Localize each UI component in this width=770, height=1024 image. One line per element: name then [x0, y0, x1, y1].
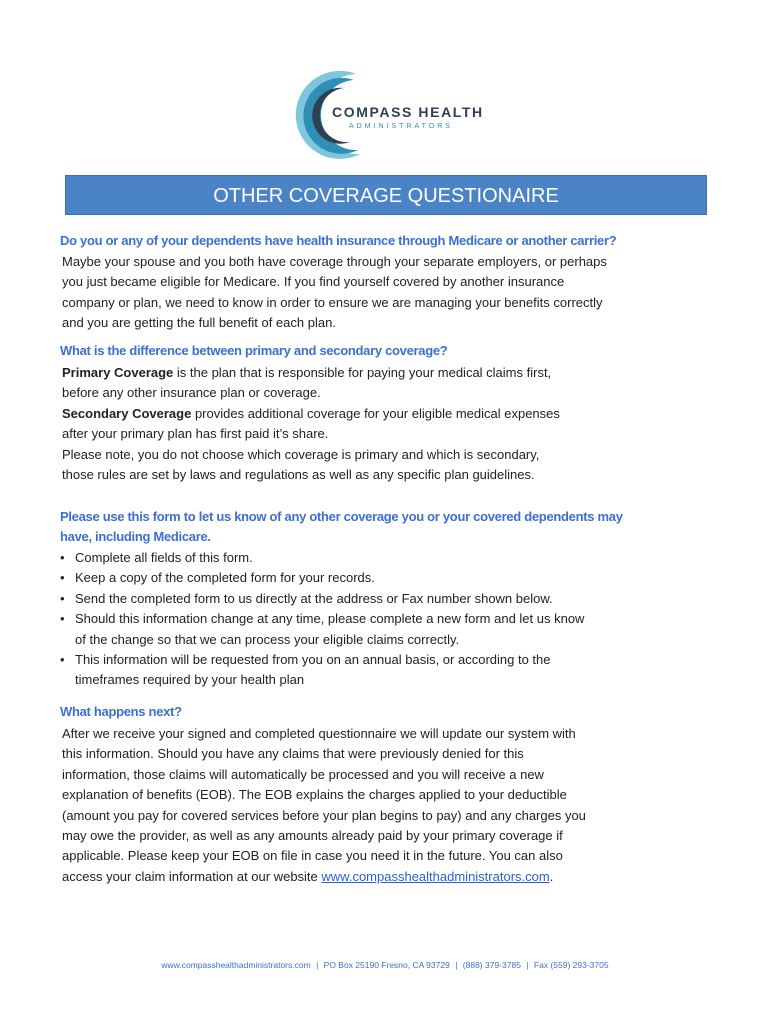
medicare-question-body	[62, 252, 712, 334]
list-item: • Keep a copy of the completed form for your records.	[60, 568, 584, 588]
body-line: and you are getting the full benefit of each plan.	[62, 315, 336, 331]
primary-coverage-line: Primary Coverage is the plan that is responsible for paying your medical claims first,	[62, 365, 552, 380]
body-line: company or plan, we need to know in order to ensure we are managing your benefits correctly	[62, 294, 603, 310]
medicare-question-heading: Do you or any of your dependents have health insurance through Medicare or another carrier?	[60, 233, 617, 248]
form-instructions-list	[60, 548, 584, 691]
footer-separator: |	[316, 960, 319, 970]
body-line: this information. Should you have any claims that were previously denied for this	[62, 746, 524, 762]
coverage-difference-body	[62, 363, 712, 485]
secondary-coverage-line: Secondary Coverage provides additional coverage for your eligible medical expenses	[62, 405, 560, 421]
coverage-difference-heading: What is the difference between primary and secondary coverage?	[60, 343, 448, 358]
form-instructions-heading-line2: have, including Medicare.	[60, 529, 211, 544]
footer-website-link[interactable]: www.compasshealthadministrators.com	[161, 960, 311, 970]
body-line: you just became eligible for Medicare. If you find yourself covered by another insurance	[62, 274, 565, 290]
body-line: Maybe your spouse and you both have coverage through your separate employers, or perhaps	[62, 254, 607, 269]
footer-contact-info	[0, 960, 770, 970]
logo-company-name: COMPASS HEALTH	[332, 104, 484, 120]
website-link[interactable]: www.compasshealthadministrators.com	[321, 868, 550, 884]
body-line: may owe the provider, as well as any amounts already paid by your primary coverage if	[62, 827, 563, 843]
list-item: • Complete all fields of this form.	[60, 548, 584, 568]
footer-separator: |	[526, 960, 529, 970]
next-steps-body	[62, 724, 712, 887]
list-item: • Send the completed form to us directly at the address or Fax number shown below.	[60, 589, 584, 609]
footer-fax: Fax (559) 293-3705	[533, 960, 609, 970]
body-line: (amount you pay for covered services before your plan begins to pay) and any charges you	[62, 807, 586, 823]
list-item: • Should this information change at any time, please complete a new form and let us know of the change so that we can process your eligible claims correctly.	[60, 609, 584, 650]
body-line: applicable. Please keep your EOB on file in case you need it in the future. You can also	[62, 848, 563, 864]
secondary-coverage-label: Secondary Coverage	[62, 405, 192, 421]
next-steps-heading: What happens next?	[60, 704, 182, 719]
body-line: after your primary plan has first paid it’s share.	[62, 426, 329, 442]
form-title-banner: OTHER COVERAGE QUESTIONAIRE	[65, 175, 707, 215]
body-line: explanation of benefits (EOB). The EOB explains the charges applied to your deductible	[62, 787, 567, 803]
footer-address: PO Box 25190 Fresno, CA 93729	[323, 960, 450, 970]
body-line: After we receive your signed and completed questionnaire we will update our system with	[62, 726, 576, 741]
body-line: Please note, you do not choose which coverage is primary and which is secondary,	[62, 446, 540, 462]
website-line: access your claim information at our website www.compasshealthadministrators.com.	[62, 868, 554, 884]
footer-phone: (888) 379-3785	[462, 960, 521, 970]
primary-coverage-label: Primary Coverage	[62, 365, 174, 380]
form-instructions-heading-line1: Please use this form to let us know of any other coverage you or your covered dependents may	[60, 509, 623, 524]
body-line: those rules are set by laws and regulations as well as any specific plan guidelines.	[62, 466, 535, 482]
logo-company-subtitle: ADMINISTRATORS	[349, 123, 453, 130]
company-logo	[294, 66, 494, 162]
body-line: before any other insurance plan or coverage.	[62, 385, 321, 401]
body-line: information, those claims will automatically be processed and you will receive a new	[62, 766, 544, 782]
footer-separator: |	[455, 960, 458, 970]
list-item: • This information will be requested from you on an annual basis, or according to the timeframes required by your health plan	[60, 650, 584, 691]
